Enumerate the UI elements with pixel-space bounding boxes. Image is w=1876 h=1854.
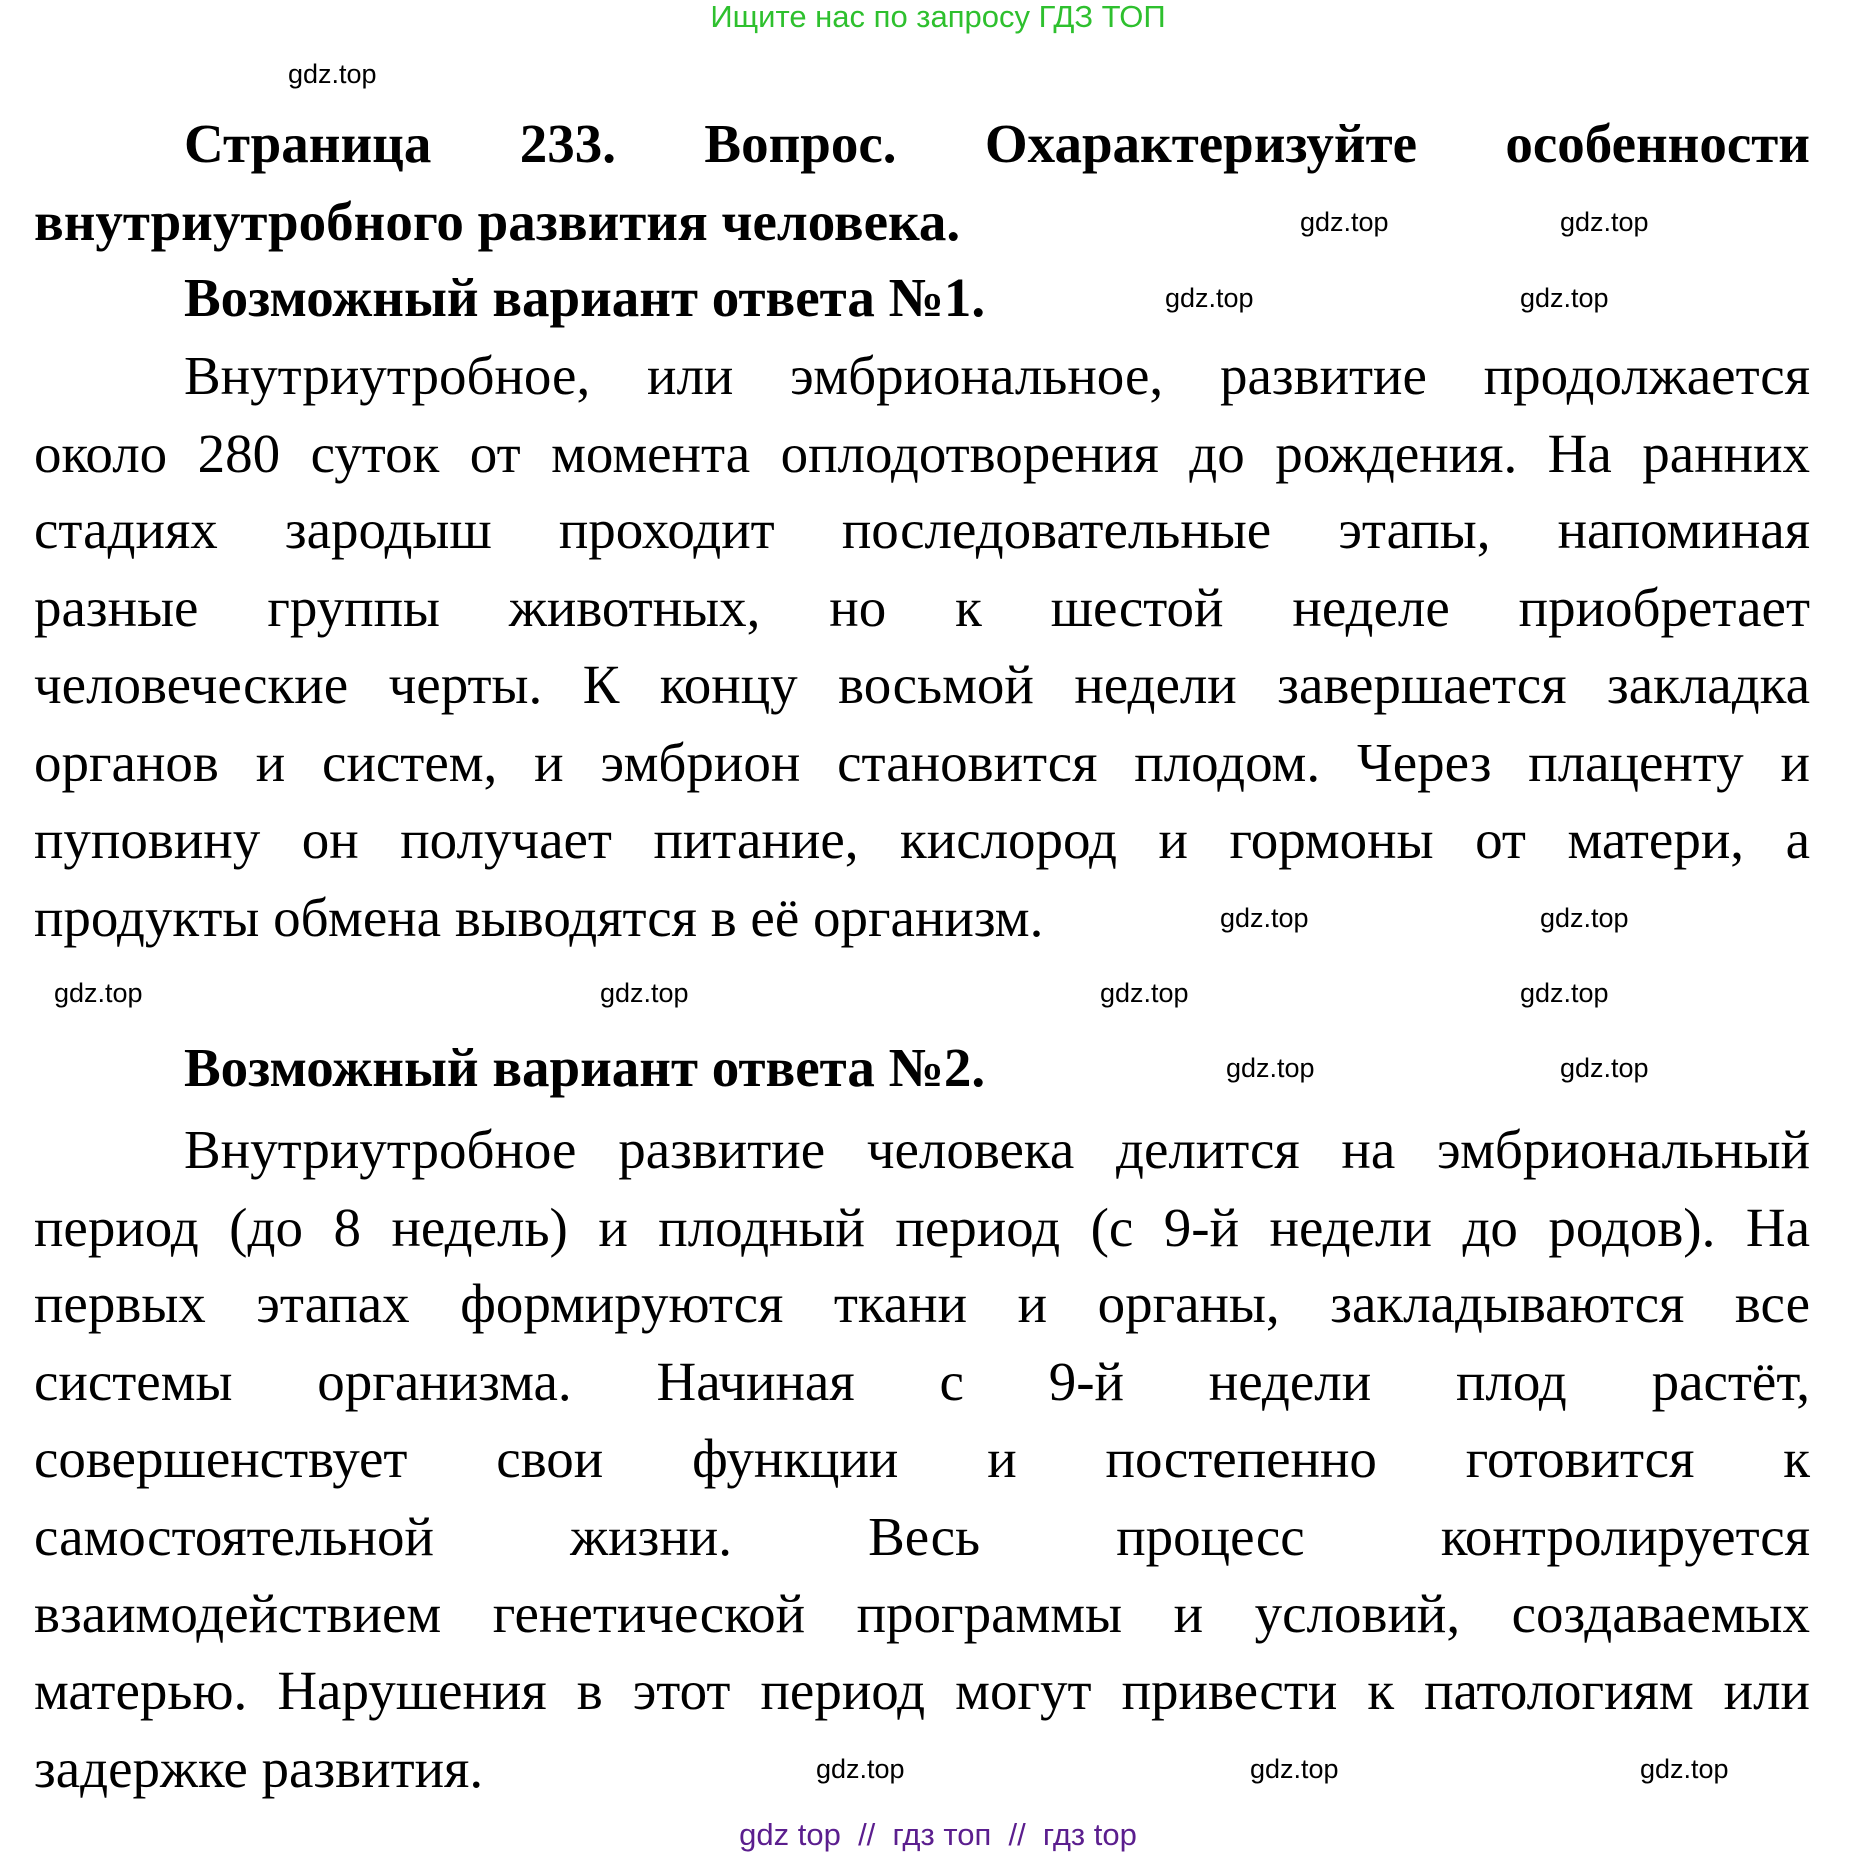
watermark: gdz.top (1226, 1053, 1315, 1083)
search-banner: Ищите нас по запросу ГДЗ ТОП (710, 0, 1166, 34)
answer-2-line: матерью. Нарушения в этот период могут привести к патологиям или (34, 1660, 1810, 1721)
answer-2-line: взаимодействием генетической программы и условий, создаваемых (34, 1583, 1810, 1644)
answer-1-line: пуповину он получает питание, кислород и гормоны от матери, а (34, 809, 1810, 870)
answer-2-heading: Возможный вариант ответа №2. (184, 1037, 986, 1098)
answer-1-line: Внутриутробное, или эмбриональное, развитие продолжается (184, 345, 1810, 406)
watermark: gdz.top (1220, 903, 1309, 933)
watermark: gdz.top (1540, 903, 1629, 933)
watermark: gdz.top (1520, 283, 1609, 313)
answer-2-line: системы организма. Начиная с 9-й недели плод растёт, (34, 1351, 1810, 1412)
watermark: gdz.top (1520, 978, 1609, 1008)
watermark: gdz.top (1165, 283, 1254, 313)
answer-1-line: продукты обмена выводятся в её организм. (34, 887, 1044, 948)
watermark: gdz.top (1250, 1754, 1339, 1784)
answer-1-line: разные группы животных, но к шестой неделе приобретает (34, 577, 1810, 638)
answer-2-line: первых этапах формируются ткани и органы, закладываются все (34, 1273, 1810, 1334)
answer-2-line: самостоятельной жизни. Весь процесс контролируется (34, 1506, 1810, 1567)
watermark: gdz.top (1640, 1754, 1729, 1784)
watermark: gdz.top (1100, 978, 1189, 1008)
question-title-line: внутриутробного развития человека. (34, 191, 961, 252)
watermark: gdz.top (816, 1754, 905, 1784)
watermark: gdz.top (288, 59, 377, 89)
footer-links: gdz top // гдз топ // гдз top (739, 1817, 1137, 1852)
answer-1-line: органов и систем, и эмбрион становится плодом. Через плаценту и (34, 732, 1810, 793)
watermark: gdz.top (1560, 1053, 1649, 1083)
answer-2-line: совершенствует свои функции и постепенно готовится к (34, 1428, 1810, 1489)
question-title-line: Страница 233. Вопрос. Охарактеризуйте особенности (184, 113, 1810, 174)
answer-1-heading: Возможный вариант ответа №1. (184, 267, 986, 328)
answer-1-line: около 280 суток от момента оплодотворения до рождения. На ранних (34, 423, 1810, 484)
answer-2-line: Внутриутробное развитие человека делится на эмбриональный (184, 1119, 1810, 1180)
answer-1-line: стадиях зародыш проходит последовательные этапы, напоминая (34, 499, 1810, 560)
watermark: gdz.top (54, 978, 143, 1008)
watermark: gdz.top (600, 978, 689, 1008)
watermark: gdz.top (1300, 207, 1389, 237)
answer-1-line: человеческие черты. К концу восьмой недели завершается закладка (34, 654, 1810, 715)
watermark: gdz.top (1560, 207, 1649, 237)
answer-2-line: период (до 8 недель) и плодный период (с 9-й недели до родов). На (34, 1197, 1810, 1258)
answer-2-line: задержке развития. (34, 1738, 484, 1799)
